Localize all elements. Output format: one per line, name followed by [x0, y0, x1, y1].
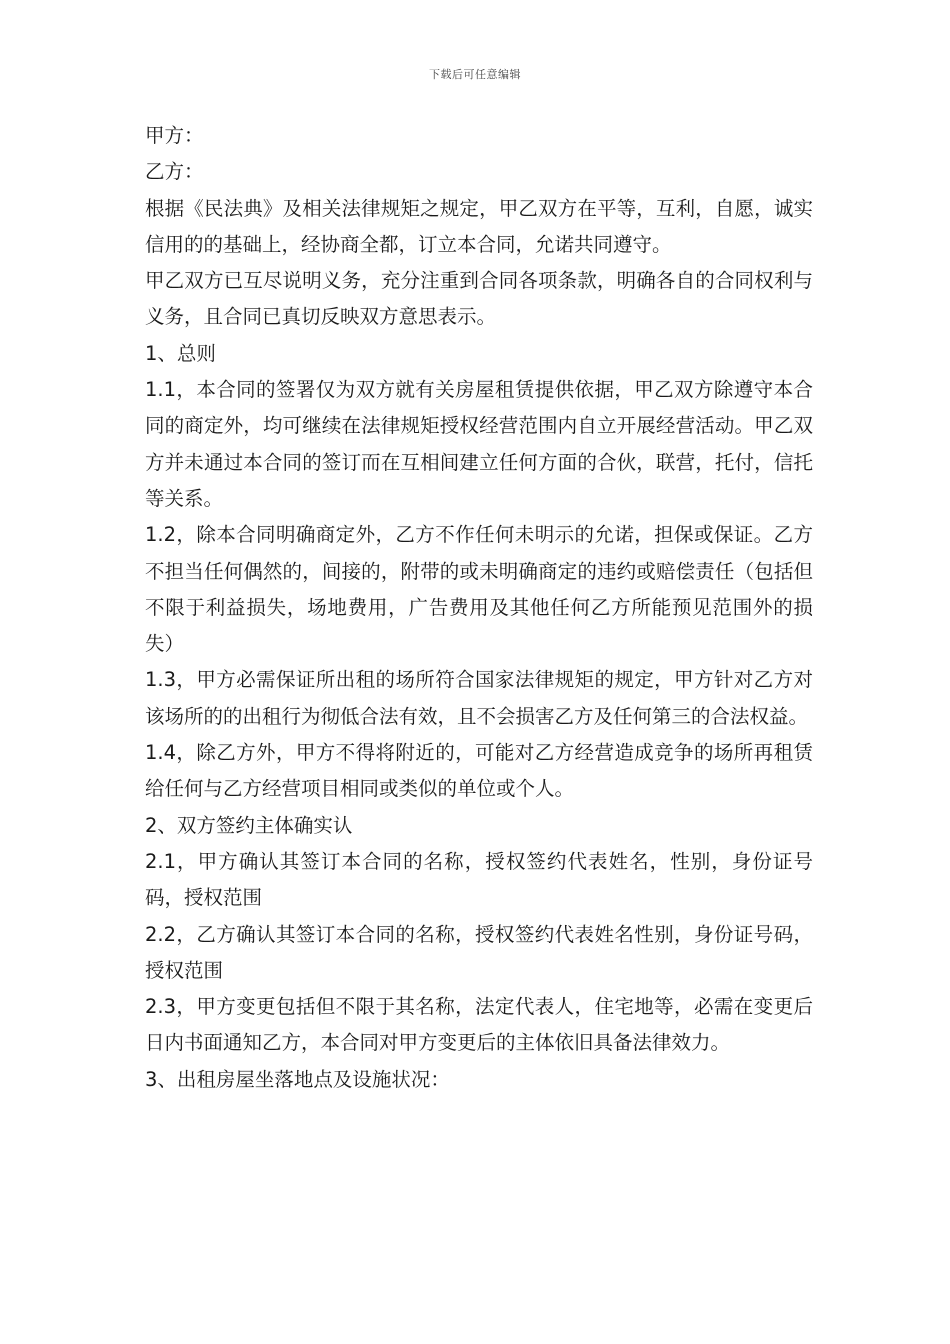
clause-paragraph: 1.1，本合同的签署仅为双方就有关房屋租赁提供依据，甲乙双方除遵守本合同的商定外，均可继续在法律规矩授权经营范围内自立开展经营活动。甲乙双方并未通过本合同的签订而在互相间建立任何方面的合伙，联营，托付，信托等关系。	[145, 378, 813, 510]
clause-paragraph: 2.2，乙方确认其签订本合同的名称，授权签约代表姓名性别，身份证号码，授权范围	[145, 922, 813, 982]
preamble-paragraph: 根据《民法典》及相关法律规矩之规定，甲乙双方在平等，互利，自愿，诚实信用的的基础上，经协商全都，订立本合同，允诺共同遵守。	[145, 196, 813, 256]
document-body	[145, 118, 813, 1098]
section-heading: 2、双方签约主体确实认	[145, 813, 353, 837]
party-b-line: 乙方：	[145, 160, 204, 184]
party-a-line: 甲方：	[145, 124, 204, 147]
clause-paragraph: 1.4，除乙方外，甲方不得将附近的，可能对乙方经营造成竞争的场所再租赁给任何与乙方经营项目相同或类似的单位或个人。	[145, 741, 813, 801]
clause-paragraph: 1.3，甲方必需保证所出租的场所符合国家法律规矩的规定，甲方针对乙方对该场所的的出租行为彻低合法有效，且不会损害乙方及任何第三的合法权益。	[145, 668, 813, 728]
clause-paragraph: 1.2，除本合同明确商定外，乙方不作任何未明示的允诺，担保或保证。乙方不担当任何偶然的，间接的，附带的或未明确商定的违约或赔偿责任（包括但不限于利益损失，场地费用，广告费用及其他任何乙方所能预见范围外的损失）	[145, 523, 813, 656]
page-header: 下载后可任意编辑	[429, 68, 521, 81]
clause-paragraph: 2.1，甲方确认其签订本合同的名称，授权签约代表姓名，性别，身份证号码，授权范围	[145, 849, 813, 910]
section-heading: 1、总则	[145, 341, 216, 365]
clause-paragraph: 2.3，甲方变更包括但不限于其名称，法定代表人，住宅地等，必需在变更后日内书面通知乙方，本合同对甲方变更后的主体依旧具备法律效力。	[145, 995, 813, 1055]
section-heading: 3、出租房屋坐落地点及设施状况：	[145, 1067, 450, 1091]
preamble-paragraph: 甲乙双方已互尽说明义务，充分注重到合同各项条款，明确各自的合同权利与义务，且合同已真切反映双方意思表示。	[145, 269, 813, 329]
